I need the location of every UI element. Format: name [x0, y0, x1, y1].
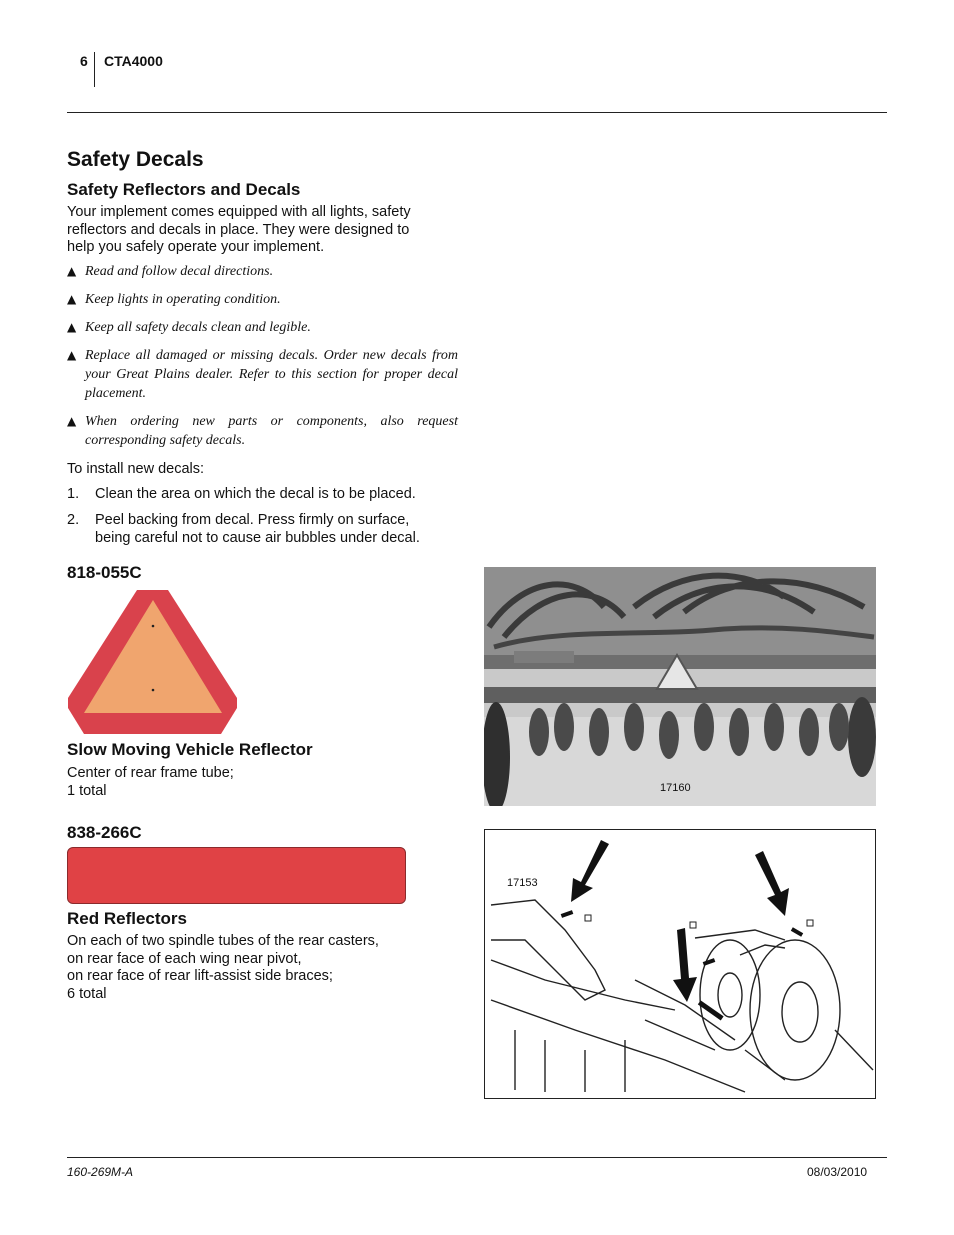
warning-triangle-icon: ▲	[67, 348, 77, 362]
decal-desc-line: on rear face of rear lift-assist side braces;	[67, 968, 333, 984]
pointer-arrow-icon	[571, 840, 789, 1002]
red-reflector-icon	[67, 847, 406, 904]
figure-label: 17160	[660, 782, 691, 794]
step-text-line: Peel backing from decal. Press firmly on surface,	[95, 512, 410, 528]
safety-bullet	[67, 412, 458, 450]
warning-triangle-icon: ▲	[67, 292, 77, 306]
warning-triangle-icon: ▲	[67, 414, 77, 428]
document-number: 160-269M-A	[67, 1165, 134, 1179]
intro-paragraph	[67, 204, 457, 257]
model-name: CTA4000	[104, 53, 163, 69]
figure-label: 17153	[507, 877, 538, 889]
decal-desc-line: Center of rear frame tube;	[67, 765, 234, 781]
document-date: 08/03/2010	[807, 1165, 868, 1179]
implement-photo	[484, 567, 876, 806]
safety-bullet	[67, 262, 458, 281]
safety-bullet	[67, 290, 458, 309]
top-rule	[67, 112, 887, 113]
intro-line: Your implement comes equipped with all lights, safety	[67, 204, 411, 220]
section-subtitle: Safety Reflectors and Decals	[67, 180, 301, 199]
safety-bullet	[67, 346, 458, 403]
decal-name: Red Reflectors	[67, 909, 187, 928]
bottom-rule	[67, 1157, 887, 1158]
photo-illustration	[484, 567, 876, 806]
decal-part-number: 838-266C	[67, 823, 142, 842]
step-number: 1.	[67, 486, 80, 502]
decal-description	[67, 933, 379, 1003]
install-step	[67, 512, 467, 547]
header-divider	[94, 52, 95, 87]
bullet-text: Read and follow decal directions.	[85, 264, 274, 279]
bullet-text: Replace all damaged or missing decals. Order new decals from your Great Plains dealer. Refer to this section for proper decal placement.	[85, 348, 458, 401]
step-number: 2.	[67, 512, 80, 528]
intro-line: reflectors and decals in place. They were designed to	[67, 221, 410, 238]
intro-line: help you safely operate your implement.	[67, 239, 325, 255]
bullet-text: Keep all safety decals clean and legible.	[85, 320, 311, 335]
reflector-location-diagram	[484, 829, 876, 1099]
decal-desc-line: On each of two spindle tubes of the rear casters,	[67, 933, 379, 949]
safety-bullet	[67, 318, 458, 337]
warning-triangle-icon: ▲	[67, 264, 77, 278]
install-intro: To install new decals:	[67, 461, 205, 477]
section-title: Safety Decals	[67, 148, 204, 171]
step-text-line: being careful not to cause air bubbles under decal.	[95, 529, 420, 546]
decal-name: Slow Moving Vehicle Reflector	[67, 740, 313, 759]
bullet-text: When ordering new parts or components, also request corresponding safety decals.	[85, 414, 458, 448]
install-step	[67, 486, 467, 504]
decal-description	[67, 765, 234, 800]
decal-part-number: 818-055C	[67, 563, 142, 582]
step-text: Clean the area on which the decal is to be placed.	[95, 486, 416, 502]
decal-desc-line: 1 total	[67, 782, 107, 799]
warning-triangle-icon: ▲	[67, 320, 77, 334]
bullet-text: Keep lights in operating condition.	[85, 292, 281, 307]
decal-desc-line: 6 total	[67, 985, 107, 1002]
page-number: 6	[80, 53, 88, 69]
smv-reflector-icon	[67, 586, 239, 736]
diagram-drawing	[485, 830, 875, 1098]
decal-desc-line: on rear face of each wing near pivot,	[67, 950, 302, 967]
